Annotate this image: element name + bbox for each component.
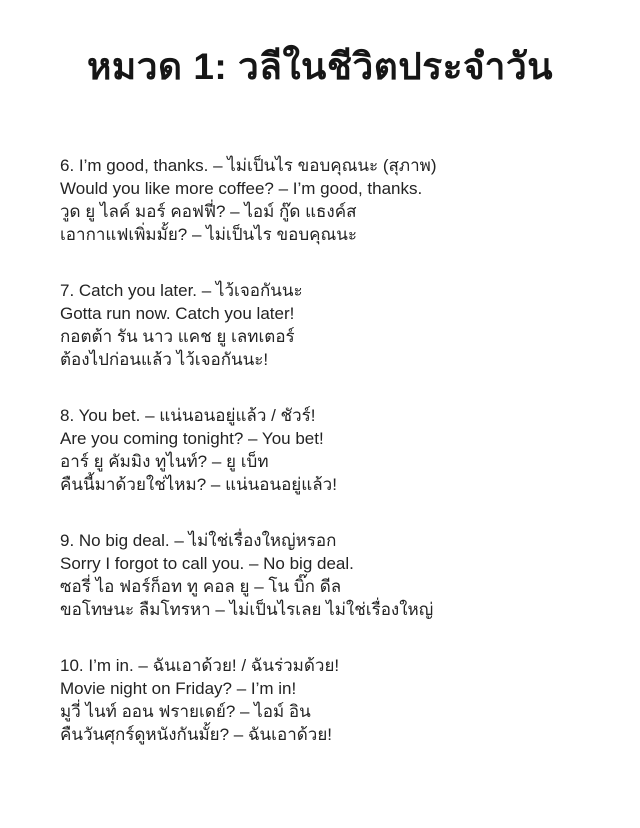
entry-example-english: Are you coming tonight? – You bet! [60,429,324,448]
entry-translation-thai: คืนนี้มาด้วยใช่ไหม? – แน่นอนอยู่แล้ว! [60,475,337,494]
entry-example-english: Sorry I forgot to call you. – No big deal. [60,554,354,573]
entry-translation-thai: ขอโทษนะ ลืมโทรหา – ไม่เป็นไรเลย ไม่ใช่เรื่องใหญ่ [60,600,434,619]
entry-translation-thai: คืนวันศุกร์ดูหนังกันมั้ย? – ฉันเอาด้วย! [60,725,333,744]
entry-translation-thai: ต้องไปก่อนแล้ว ไว้เจอกันนะ! [60,350,269,369]
phrase-entry-8 [60,404,604,496]
phrase-entry-10 [60,654,604,746]
entry-example-english: Gotta run now. Catch you later! [60,304,295,323]
entry-pronunciation-thai: อาร์ ยู คัมมิง ทูไนท์? – ยู เบ็ท [60,452,269,471]
phrase-entry-9 [60,529,604,621]
entry-heading: 6. I’m good, thanks. – ไม่เป็นไร ขอบคุณนะ (สุภาพ) [60,156,437,175]
phrase-list [60,154,604,746]
phrase-entry-7 [60,279,604,371]
entry-heading: 9. No big deal. – ไม่ใช่เรื่องใหญ่หรอก [60,531,337,550]
entry-pronunciation-thai: วูด ยู ไลค์ มอร์ คอฟฟี่? – ไอม์ กู๊ด แธงค์ส [60,202,357,221]
page-title: หมวด 1: วลีในชีวิตประจำวัน [86,46,554,87]
entry-heading: 10. I’m in. – ฉันเอาด้วย! / ฉันร่วมด้วย! [60,656,340,675]
entry-pronunciation-thai: กอตต้า รัน นาว แคช ยู เลทเตอร์ [60,327,295,346]
entry-example-english: Would you like more coffee? – I’m good, thanks. [60,179,423,198]
entry-heading: 7. Catch you later. – ไว้เจอกันนะ [60,281,303,300]
phrase-entry-6 [60,154,604,246]
entry-pronunciation-thai: มูวี่ ไนท์ ออน ฟรายเดย์? – ไอม์ อิน [60,702,311,721]
entry-pronunciation-thai: ซอรี่ ไอ ฟอร์ก็อท ทู คอล ยู – โน บิ๊ก ดีล [60,577,342,596]
entry-translation-thai: เอากาแฟเพิ่มมั้ย? – ไม่เป็นไร ขอบคุณนะ [60,225,358,244]
entry-heading: 8. You bet. – แน่นอนอยู่แล้ว / ชัวร์! [60,406,316,425]
entry-example-english: Movie night on Friday? – I’m in! [60,679,297,698]
